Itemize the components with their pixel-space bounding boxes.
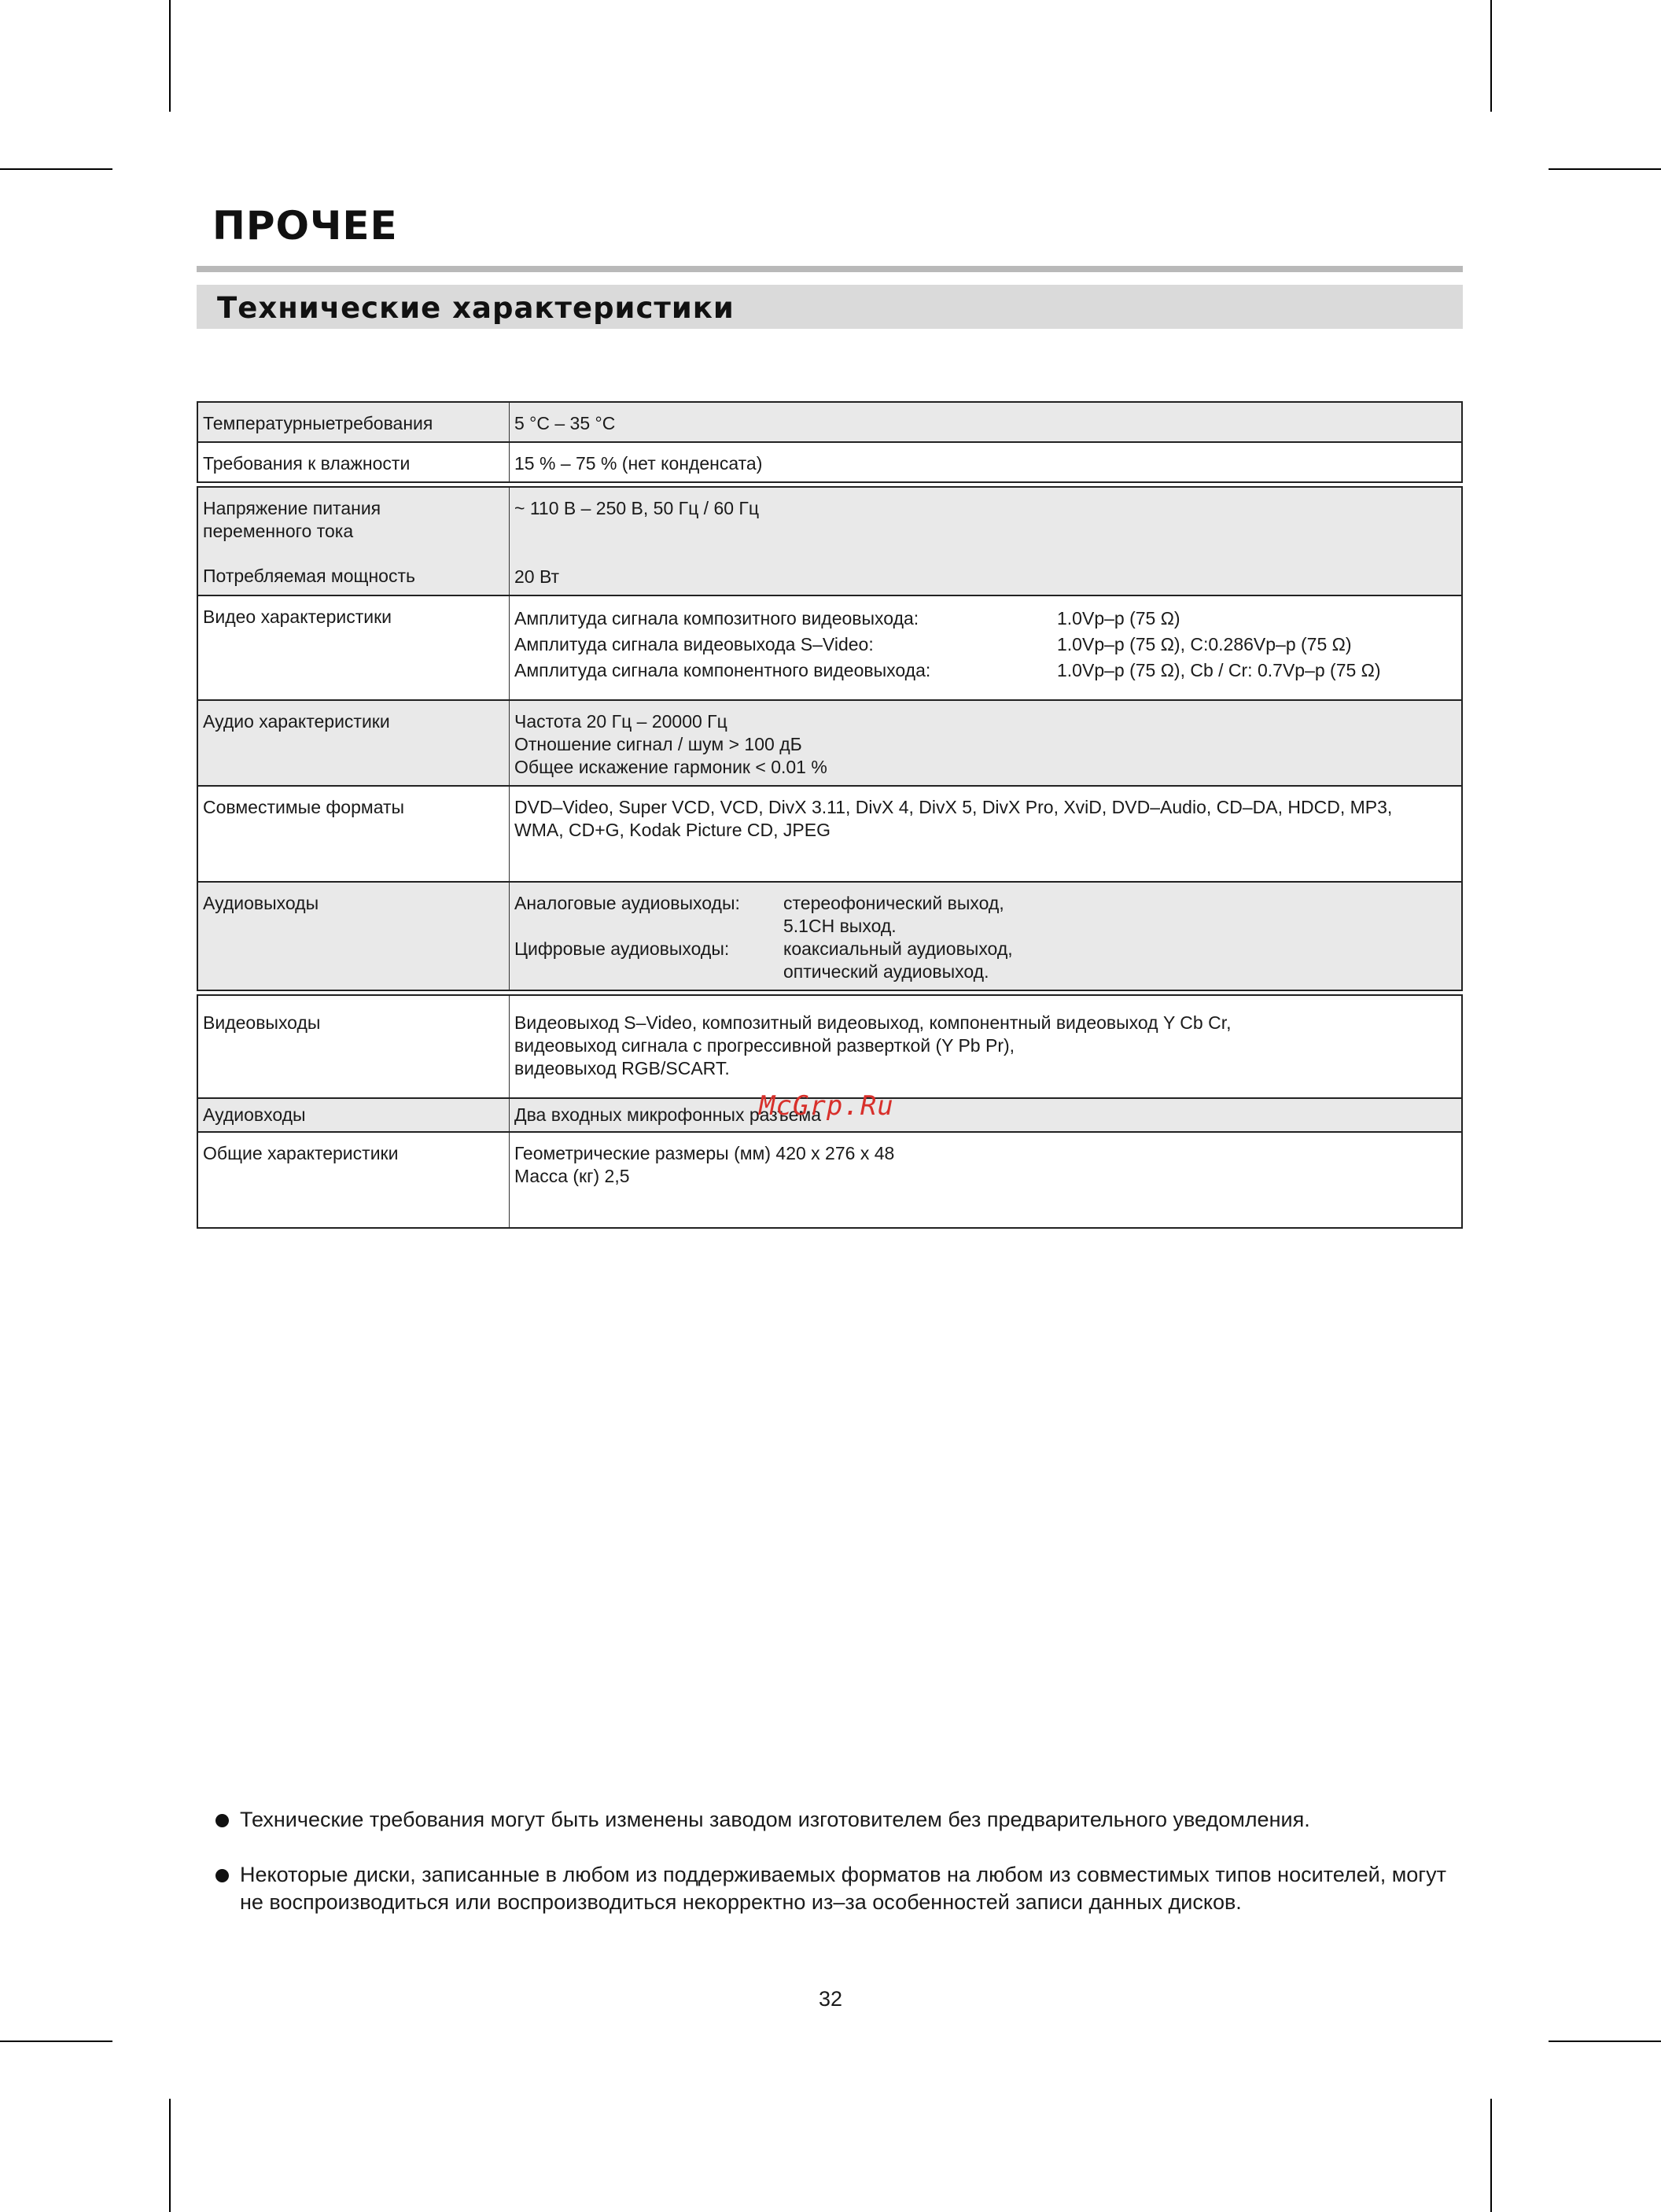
- section-header: [197, 285, 1463, 329]
- spec-label: Напряжение питания переменного тока: [203, 498, 381, 541]
- table-row: [197, 701, 1463, 787]
- table-row: [197, 994, 1463, 1099]
- spec-label: Потребляемая мощность: [203, 566, 415, 586]
- spec-label: Аудио характеристики: [198, 701, 510, 785]
- spec-value: ~ 110 В – 250 В, 50 Гц / 60 Гц: [514, 498, 760, 518]
- list-item: Частота 20 Гц – 20000 Гц: [514, 711, 727, 732]
- crop-mark: [1490, 0, 1492, 112]
- spec-label: Видеовыходы: [198, 996, 510, 1097]
- crop-mark: [169, 2099, 171, 2212]
- spec-label: Видео характеристики: [198, 596, 510, 699]
- spec-value: 5 °C – 35 °C: [514, 413, 616, 433]
- list-item: видеовыход RGB/SCART.: [514, 1058, 730, 1078]
- crop-mark: [1549, 168, 1661, 170]
- list-item: Некоторые диски, записанные в любом из поддерживаемых форматов на любом из совместимых типов носителей, могут не воспроизводиться или воспроизводиться некорректно из–за особенностей записи данных дисков.: [212, 1861, 1471, 1916]
- spec-value: Два входных микрофонных разъема: [514, 1104, 821, 1125]
- list-item: Амплитуда сигнала компонентного видеовыхода: 1.0Vp–p (75 Ω), Cb / Cr: 0.7Vp–p (75 Ω): [514, 660, 1381, 680]
- crop-mark: [0, 168, 112, 170]
- crop-mark: [169, 0, 171, 112]
- list-item: видеовыход сигнала с прогрессивной разверткой (Y Pb Pr),: [514, 1035, 1015, 1056]
- table-row: [197, 486, 1463, 596]
- section-title: Технические характеристики: [217, 291, 735, 325]
- list-item: Амплитуда сигнала видеовыхода S–Video: 1.0Vp–p (75 Ω), C:0.286Vp–p (75 Ω): [514, 634, 1352, 654]
- spec-label: Аудиовходы: [198, 1099, 510, 1131]
- title-rule: [197, 266, 1463, 272]
- notes-list: [212, 1806, 1471, 1944]
- spec-label: Общие характеристики: [198, 1133, 510, 1227]
- spec-label: Аудиовыходы: [198, 883, 510, 990]
- list-item: Технические требования могут быть изменены заводом изготовителем без предварительного уведомления.: [212, 1806, 1471, 1834]
- bullet-icon: [215, 1869, 229, 1882]
- list-item: Отношение сигнал / шум > 100 дБ: [514, 734, 802, 754]
- table-row: [197, 1133, 1463, 1229]
- table-row: [197, 596, 1463, 701]
- spec-label: Требования к влажности: [198, 443, 510, 481]
- list-item: Геометрические размеры (мм) 420 x 276 x 48: [514, 1143, 895, 1163]
- table-row: [197, 787, 1463, 883]
- bullet-icon: [215, 1814, 229, 1827]
- spec-label: Совместимые форматы: [198, 787, 510, 881]
- table-row: [197, 401, 1463, 443]
- spec-value: DVD–Video, Super VCD, VCD, DivX 3.11, DivX 4, DivX 5, DivX Pro, XviD, DVD–Audio, CD–DA, HDCD, MP3, WMA, CD+G, Kodak Picture CD, JPEG: [514, 797, 1393, 840]
- spec-label: Температурныетребования: [198, 403, 510, 441]
- list-item: Масса (кг) 2,5: [514, 1166, 630, 1186]
- crop-mark: [1490, 2099, 1492, 2212]
- page-number: 32: [818, 1987, 843, 2011]
- list-item: Видеовыход S–Video, композитный видеовыход, компонентный видеовыход Y Cb Cr,: [514, 1012, 1232, 1033]
- table-row: [197, 443, 1463, 483]
- spec-value: 20 Вт: [514, 566, 560, 587]
- list-item: Амплитуда сигнала композитного видеовыхода: 1.0Vp–p (75 Ω): [514, 608, 1180, 629]
- crop-mark: [1549, 2041, 1661, 2042]
- page-title: ПРОЧЕЕ: [212, 203, 398, 249]
- list-item: Общее искажение гармоник < 0.01 %: [514, 757, 827, 777]
- table-row: Аудиовыходы Аналоговые аудиовыходы: стереофонический выход, 5.1CH выход. Цифровые аудиовыходы: коаксиальный аудиовыход, оптический аудиовыход.: [197, 883, 1463, 991]
- spec-value: 15 % – 75 % (нет конденсата): [514, 453, 763, 474]
- crop-mark: [0, 2041, 112, 2042]
- watermark: McGrp.Ru: [759, 1090, 894, 1122]
